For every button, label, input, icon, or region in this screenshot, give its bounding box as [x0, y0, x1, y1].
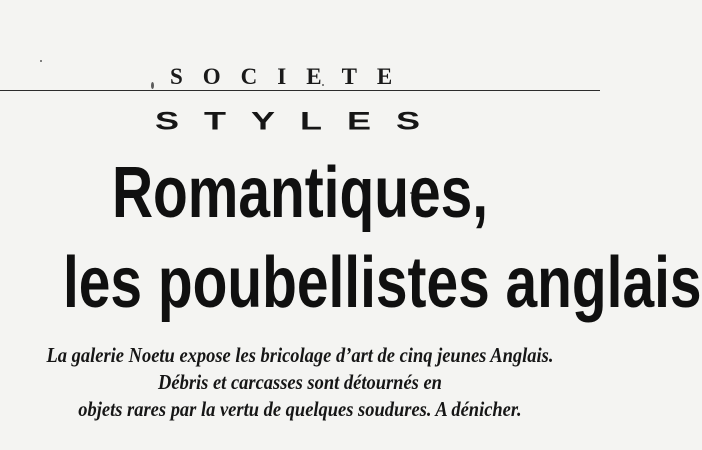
headline — [0, 148, 702, 338]
headline-line: Romantiques, — [111, 153, 489, 233]
standfirst-line: objets rares par la vertu de quelques soudures. A dénicher. — [78, 397, 522, 421]
print-speck — [40, 60, 42, 62]
standfirst — [10, 342, 590, 423]
standfirst-line: Débris et carcasses sont détournés en — [158, 370, 442, 394]
section-heading: SOCIETE — [170, 64, 413, 89]
rubric-title: STYLES — [154, 106, 446, 135]
headline-line: les poubellistes anglais — [63, 243, 702, 323]
standfirst-line: La galerie Noetu expose les bricolage d’art de cinq jeunes Anglais. — [46, 343, 554, 367]
section-divider — [0, 90, 600, 91]
print-speck — [151, 82, 154, 89]
